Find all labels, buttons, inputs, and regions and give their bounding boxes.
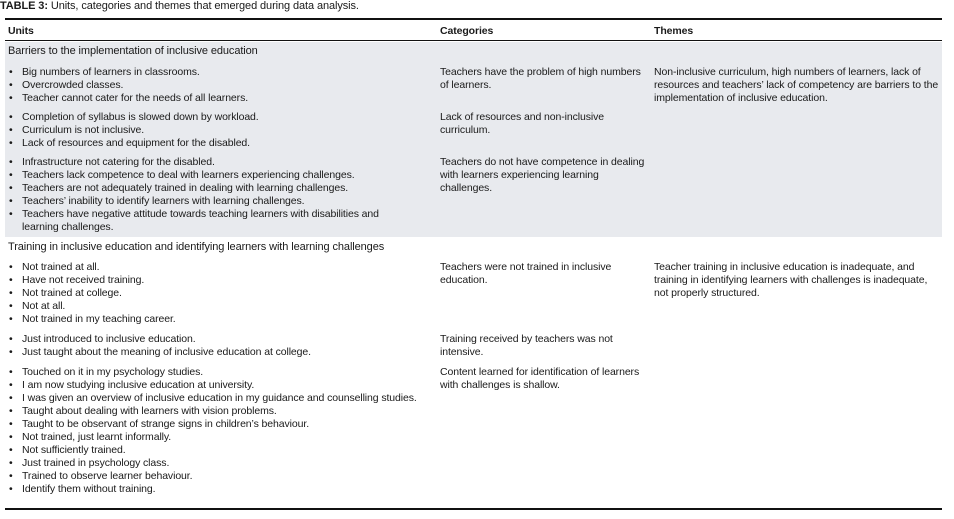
category-cell: Teachers do not have competence in dealing with learners experiencing learning challenges. (440, 156, 645, 194)
unit-item: • Not trained in my teaching career. (8, 313, 418, 326)
unit-item: • Not at all. (8, 300, 418, 313)
table-caption (0, 0, 954, 12)
unit-item: • Trained to observe learner behaviour. (8, 470, 418, 483)
unit-item: • Overcrowded classes. (8, 79, 418, 92)
header-categories: Categories (440, 25, 494, 37)
table-caption-text: Units, categories and themes that emerged during data analysis. (47, 0, 359, 12)
category-cell: Lack of resources and non-inclusive curriculum. (440, 111, 605, 136)
unit-item: • Taught about dealing with learners with vision problems. (8, 405, 418, 418)
unit-item: • Not trained at all. (8, 261, 418, 274)
unit-item: • Curriculum is not inclusive. (8, 124, 418, 137)
top-rule (5, 18, 942, 20)
header-rule (5, 40, 942, 41)
category-cell: Training received by teachers was not intensive. (440, 333, 613, 358)
table-number: TABLE 3: (0, 0, 48, 12)
unit-item: • Teachers’ inability to identify learners with learning challenges. (8, 195, 418, 208)
unit-item: • Just taught about the meaning of inclusive education at college. (8, 346, 418, 359)
theme-cell: Teacher training in inclusive education is inadequate, and training in identifying learners with challenges is inadequate, not properly structured. (654, 261, 928, 299)
unit-item: • Just introduced to inclusive education. (8, 333, 418, 346)
unit-item: • Not trained at college. (8, 287, 418, 300)
unit-item: • Have not received training. (8, 274, 418, 287)
unit-item: • Just trained in psychology class. (8, 457, 418, 470)
unit-item: • Teacher cannot cater for the needs of all learners. (8, 92, 418, 105)
unit-item: • Not trained, just learnt informally. (8, 431, 418, 444)
section-heading: Barriers to the implementation of inclusive education (8, 45, 258, 57)
unit-item: • I was given an overview of inclusive education in my guidance and counselling studies. (8, 392, 418, 405)
unit-list (8, 111, 418, 150)
unit-list (8, 366, 418, 496)
unit-item: • Infrastructure not catering for the disabled. (8, 156, 418, 169)
unit-list (8, 261, 418, 326)
category-cell: Teachers have the problem of high numbers of learners. (440, 66, 641, 91)
unit-list (8, 66, 418, 105)
theme-cell: Non-inclusive curriculum, high numbers of learners, lack of resources and teachers’ lack of competency are barriers to the implementation of inclusive education. (654, 66, 939, 104)
category-cell: Content learned for identification of learners with challenges is shallow. (440, 366, 640, 391)
section-heading: Training in inclusive education and identifying learners with learning challenges (8, 241, 385, 253)
unit-list (8, 156, 418, 234)
unit-item: • Not sufficiently trained. (8, 444, 418, 457)
unit-item: • Completion of syllabus is slowed down by workload. (8, 111, 418, 124)
unit-item: • Taught to be observant of strange signs in children’s behaviour. (8, 418, 418, 431)
unit-item: • Touched on it in my psychology studies. (8, 366, 418, 379)
unit-item: • Identify them without training. (8, 483, 418, 496)
unit-item: • Teachers have negative attitude towards teaching learners with disabilities and learning challenges. (8, 208, 418, 234)
unit-item: • Lack of resources and equipment for the disabled. (8, 137, 418, 150)
unit-item: • Big numbers of learners in classrooms. (8, 66, 418, 79)
unit-item: • I am now studying inclusive education at university. (8, 379, 418, 392)
header-units: Units (8, 25, 34, 37)
bottom-rule (5, 508, 942, 510)
unit-item: • Teachers are not adequately trained in dealing with learning challenges. (8, 182, 418, 195)
unit-item: • Teachers lack competence to deal with learners experiencing challenges. (8, 169, 418, 182)
unit-list (8, 333, 418, 359)
header-themes: Themes (654, 25, 694, 37)
category-cell: Teachers were not trained in inclusive education. (440, 261, 612, 286)
